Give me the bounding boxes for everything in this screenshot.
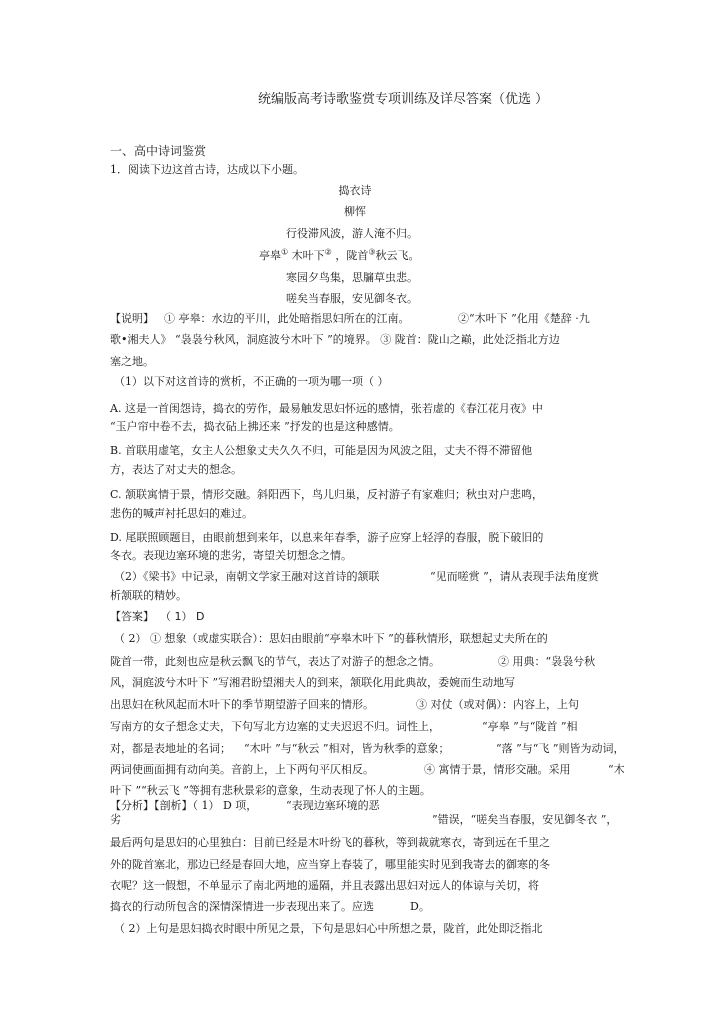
question-2: “见而嗟赏 ”，请从表现手法角度赏 (430, 570, 599, 583)
analysis-text: 外的陇首塞北，那边已经是春回大地，应当穿上春装了，哪里能实时见到我寄去的御寒的冬 (110, 858, 550, 871)
analysis-text: （ 2）上句是思妇捣衣时眼中所见之景，下句是思妇心中所想之景，陇首，此处即泛指北 (114, 922, 543, 935)
footnote-mark: ① (281, 247, 289, 257)
answer-text: “亭皋 ”与“陇首 ”相 (482, 720, 578, 733)
option-c-cont: 悲伤的喊声衬托思妇的难过。 (110, 507, 253, 520)
note-text: ②“木叶下 ”化用《楚辞 ·九 (458, 312, 590, 325)
footnote-mark: ③ (368, 247, 376, 257)
answer-text: 风，洞庭波兮木叶下 ”写湘君盼望湘夫人的到来，颔联化用此典故，委婉而生动地写 (110, 676, 516, 689)
option-a: A. 这是一首闺怨诗，捣衣的劳作，最易触发思妇怀远的感情，张若虚的《春江花月夜》中 (110, 402, 543, 415)
answer-text: （ 2） ① 想象（或虚实联合）：思妇由眼前“亭皋木叶下 ”的暮秋情形，联想起丈夫所在的 (114, 632, 548, 645)
analysis-text: 衣呢？这一假想，不单显示了南北两地的遥隔，并且表露出思妇对远人的体谅与关切，将 (110, 879, 539, 892)
question-stem: （1）以下对这首诗的赏析，不正确的一项为哪一项（ ） (114, 375, 389, 388)
note-text: ① 亭皋：水边的平川，此处暗指思妇所在的江南。 (164, 312, 410, 325)
poem-line: 寒园夕鸟集，思牖草虫悲。 (286, 271, 418, 284)
footnote-mark: ② (324, 247, 332, 257)
poem-line (259, 249, 420, 263)
analysis-text: ”错误，“嗟矣当春服，安见御冬衣 ”， (432, 813, 618, 826)
option-b-cont: 方，表达了对丈夫的想念。 (110, 463, 242, 476)
document-title: 统编版高考诗歌鉴赏专项训练及详尽答案（优选 ） (258, 92, 549, 107)
option-c: C. 颔联寓情于景，情形交融。斜阳西下，鸟儿归巢，反衬游子有家难归；秋虫对户悲鸣， (110, 488, 544, 501)
answer-text: “木叶 ”与“秋云 ”相对，皆为秋季的意象； (244, 742, 450, 755)
poem-text: ，陇首 (335, 249, 369, 262)
answer-text: 两词使画面拥有动向美。音韵上，上下两句平仄相反。 (110, 763, 374, 776)
analysis-label: 【分析】【剖析】（ 1） D 项， (110, 799, 258, 812)
poem-title: 捣衣诗 (338, 184, 372, 197)
analysis-text: D。 (410, 900, 430, 913)
question-2: （2）《梁书》中记录，南朝文学家王融对这首诗的颔联 (114, 570, 380, 583)
poem-author: 柳恽 (344, 205, 366, 218)
answer-text: 陇首一带，此刻也应是秋云飘飞的节气，表达了对游子的想念之情。 (110, 655, 440, 668)
poem-text: 木叶下 (291, 249, 325, 262)
poem-text: 秋云飞。 (375, 249, 420, 262)
answer-text: 叶下 ”“秋云飞 ”等拥有悲秋景彩的意象，生动表现了怀人的主题。 (110, 784, 431, 797)
question-2-cont: 析颔联的精妙。 (110, 589, 187, 602)
answer-text: “落 ”与“飞 ”则皆为动词， (496, 742, 625, 755)
poem-text: 亭皋 (259, 249, 281, 262)
poem-line: 行役滞风波，游人淹不归。 (286, 227, 418, 240)
option-d: D. 尾联照顾题目，由眼前想到来年，以息来年春季，游子应穿上轻浮的春服，脱下破旧的 (110, 531, 544, 544)
answer-text: ③ 对仗（或对偶）：内容上，上句 (416, 698, 579, 711)
option-d-cont: 冬衣。表现边塞环境的悲劣，寄望关切想念之情。 (110, 549, 352, 562)
note-label: 【说明】 (110, 312, 154, 325)
analysis-text: 捣衣的行动所包含的深情深情进一步表现出来了。应选 (110, 900, 374, 913)
answer-text: ② 用典：“袅袅兮秋 (498, 655, 596, 668)
question-intro: 1．阅读下边这首古诗，达成以下小题。 (110, 163, 304, 176)
answer-text: 出思妇在秋风起而木叶下的季节期望游子回来的情形。 (110, 698, 374, 711)
answer-text: “木 (608, 763, 625, 776)
note-text: 歌•湘夫人》 “袅袅兮秋风，洞庭波兮木叶下 ”的境界。 ③ 陇首：陇山之巅，此处泛指北方边 (110, 333, 560, 346)
note-text: 塞之地。 (110, 355, 154, 368)
analysis-text: 劣 (110, 813, 121, 826)
answer-text: ④ 寓情于景，情形交融。采用 (424, 763, 571, 776)
analysis-text: “表现边塞环境的恶 (286, 799, 380, 812)
poem-line: 嗟矣当春服，安见御冬衣。 (286, 292, 418, 305)
answer-text: 写南方的女子想念丈夫，下句写北方边塞的丈夫迟迟不归。词性上， (110, 720, 440, 733)
analysis-text: 最后两句是思妇的心里独白：目前已经是木叶纷飞的暮秋，等到裁就寒衣，寄到远在千里之 (110, 836, 550, 849)
section-heading: 一、高中诗词鉴赏 (110, 144, 207, 158)
answer-label: 【答案】 (110, 610, 154, 623)
answer-part-1: （ 1） D (160, 610, 205, 623)
option-a-cont: “玉户帘中卷不去，捣衣砧上拂还来 ”抒发的也是这种感情。 (110, 420, 400, 433)
option-b: B. 首联用虚笔，女主人公想象丈夫久久不归，可能是因为风波之阻，丈夫不得不滞留他 (110, 444, 533, 457)
answer-text: 对，都是表地址的名词； (110, 742, 231, 755)
